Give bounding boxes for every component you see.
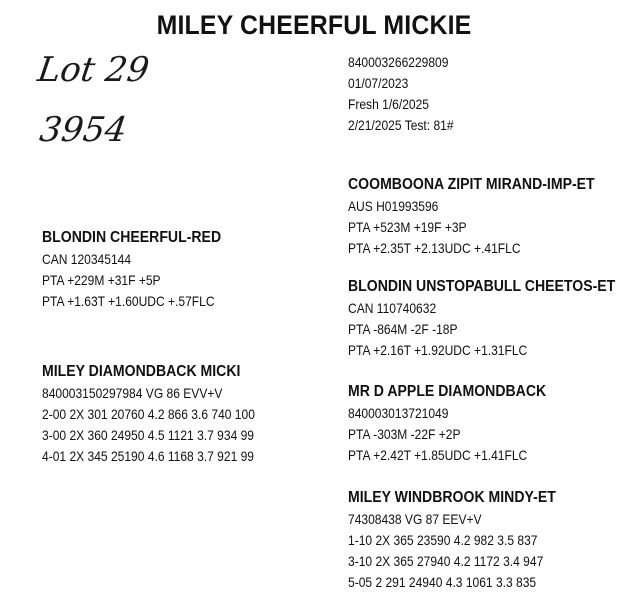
dam-name: MILEY DIAMONDBACK MICKI: [42, 363, 241, 380]
pedigree-name: MR D APPLE DIAMONDBACK: [348, 383, 547, 400]
sire-block: [42, 227, 246, 312]
pedigree-line: PTA +2.16T +1.92UDC +1.31FLC: [348, 342, 528, 358]
sire-line: PTA +1.63T +1.60UDC +.57FLC: [42, 293, 215, 309]
info-birthdate: 01/07/2023: [348, 75, 409, 91]
sire-name: BLONDIN CHEERFUL-RED: [42, 229, 222, 246]
info-fresh: Fresh 1/6/2025: [348, 96, 429, 112]
info-id: 840003266229809: [348, 54, 449, 70]
sire-line: CAN 120345144: [42, 251, 132, 267]
info-test: 2/21/2025 Test: 81#: [348, 117, 454, 133]
dam-line: 840003150297984 VG 86 EVV+V: [42, 385, 223, 401]
pedigree-line: 1-10 2X 365 23590 4.2 982 3.5 837: [348, 532, 538, 548]
dam-dam-block: [348, 487, 584, 593]
pedigree-line: PTA -303M -22F +2P: [348, 426, 461, 442]
sire-dam-block: [348, 276, 628, 361]
animal-info: [348, 52, 471, 136]
lot-number-handwritten: Lot 29: [35, 50, 152, 90]
pedigree-line: 74308438 VG 87 EEV+V: [348, 511, 482, 527]
pedigree-line: PTA +2.42T +1.85UDC +1.41FLC: [348, 447, 528, 463]
sire-sire-block: [348, 174, 628, 259]
pedigree-line: CAN 110740632: [348, 300, 437, 316]
pedigree-line: 840003013721049: [348, 405, 449, 421]
pedigree-line: PTA +2.35T +2.13UDC +.41FLC: [348, 240, 521, 256]
dam-sire-block: [348, 381, 573, 466]
pedigree-line: AUS H01993596: [348, 198, 439, 214]
dam-line: 3-00 2X 360 24950 4.5 1121 3.7 934 99: [42, 427, 255, 443]
pedigree-line: PTA +523M +19F +3P: [348, 219, 467, 235]
dam-line: 2-00 2X 301 20760 4.2 866 3.6 740 100: [42, 406, 255, 422]
pedigree-name: BLONDIN UNSTOPABULL CHEETOS-ET: [348, 278, 616, 295]
pedigree-line: 5-05 2 291 24940 4.3 1061 3.3 835: [348, 574, 537, 590]
pedigree-line: PTA -864M -2F -18P: [348, 321, 458, 337]
lot-code-handwritten: 3954: [37, 110, 130, 150]
pedigree-name: MILEY WINDBROOK MINDY-ET: [348, 489, 556, 506]
dam-block: [42, 361, 290, 467]
page-title: MILEY CHEERFUL MICKIE: [156, 10, 472, 40]
dam-line: 4-01 2X 345 25190 4.6 1168 3.7 921 99: [42, 448, 255, 464]
sire-line: PTA +229M +31F +5P: [42, 272, 161, 288]
pedigree-name: COOMBOONA ZIPIT MIRAND-IMP-ET: [348, 176, 595, 193]
pedigree-line: 3-10 2X 365 27940 4.2 1172 3.4 947: [348, 553, 544, 569]
